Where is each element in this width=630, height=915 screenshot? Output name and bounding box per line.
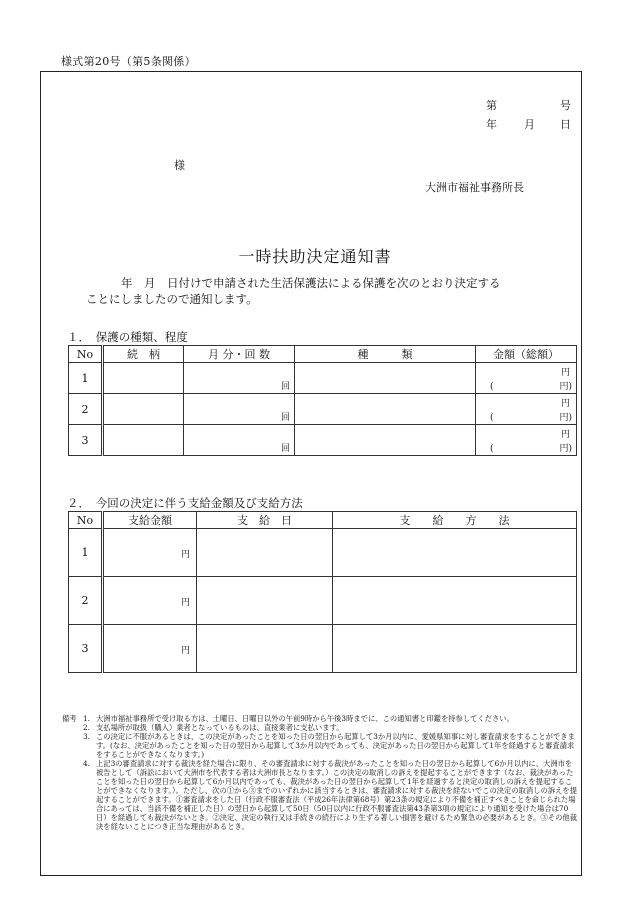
payment-date-cell <box>197 529 333 577</box>
yen-total-unit: 円) <box>559 382 572 392</box>
document-title: 一時扶助決定通知書 <box>238 247 392 266</box>
month-count-cell <box>184 363 295 394</box>
payment-method-cell <box>333 577 577 625</box>
relation-cell <box>103 394 184 425</box>
payment-method-cell <box>333 625 577 673</box>
document-number-suffix: 号 <box>560 99 571 112</box>
notes-block <box>62 714 577 831</box>
note-text: 支払場所が取扱（購入）業者となっているものは、直接業者に支払います。 <box>96 723 344 732</box>
note-item <box>62 723 577 732</box>
date-day-label: 日 <box>560 118 571 131</box>
column-header-amount: 支給金額 <box>103 512 197 529</box>
yen-unit: 円 <box>180 646 190 656</box>
relation-cell <box>103 425 184 456</box>
body-text-line-2: ことにしましたので通知します。 <box>86 292 258 306</box>
table-row <box>69 577 577 625</box>
column-header-payment-date: 支 給 日 <box>197 512 333 529</box>
yen-unit: 円 <box>560 430 570 440</box>
note-text: 大洲市福祉事務所で受け取る方は、土曜日、日曜日以外の午前9時から午後3時までに、この通知書と印鑑を持参してください。 <box>96 714 514 723</box>
body-text-line-1: 年 月 日付けで申請された生活保護法による保護を次のとおり決定する <box>121 276 501 290</box>
section1-heading: １． 保護の種類、程度 <box>67 330 188 344</box>
document-number-label: 第 <box>486 99 497 112</box>
month-count-cell <box>184 394 295 425</box>
payment-method-cell <box>333 529 577 577</box>
note-text: この決定に不服があるときは、この決定があったことを知った日の翌日から起算して3か月以内に、愛媛県知事に対し審査請求をすることができます。(なお、決定があったことを知った日の翌日から起算して3か月以内であっても、決定があった日の翌日から起算して1年を経過すると審査請求をすることができなくなります。) <box>96 732 575 759</box>
table-header-row <box>69 512 577 529</box>
column-header-amount: 金額（総額） <box>476 346 577 363</box>
table-row <box>69 394 577 425</box>
note-item <box>62 714 577 723</box>
note-item <box>62 759 577 831</box>
type-cell <box>295 394 476 425</box>
column-header-payment-method: 支 給 方 法 <box>333 512 577 529</box>
paren-open: ( <box>490 413 494 423</box>
note-number: 3. <box>83 732 90 741</box>
recipient-suffix: 様 <box>174 159 185 172</box>
issuer-name: 大洲市福祉事務所長 <box>425 181 524 194</box>
amount-cell <box>476 394 577 425</box>
yen-unit: 円 <box>180 550 190 560</box>
payment-date-cell <box>197 577 333 625</box>
row-number: 2 <box>69 394 103 425</box>
column-header-no: No <box>69 346 103 363</box>
note-item <box>62 732 577 759</box>
row-number: 2 <box>69 577 103 625</box>
note-number: 4. <box>83 759 90 768</box>
column-header-month-count: 月 分・回 数 <box>184 346 295 363</box>
table-row <box>69 625 577 673</box>
yen-unit: 円 <box>560 399 570 409</box>
table-row <box>69 425 577 456</box>
row-number: 3 <box>69 425 103 456</box>
amount-cell <box>476 425 577 456</box>
amount-cell <box>103 529 197 577</box>
row-number: 1 <box>69 363 103 394</box>
count-unit: 回 <box>280 413 290 423</box>
note-number: 1. <box>83 714 90 723</box>
paren-open: ( <box>490 444 494 454</box>
table-header-row <box>69 346 577 363</box>
yen-unit: 円 <box>560 368 570 378</box>
note-text: 上記3の審査請求に対する裁決を経た場合に限り、その審査請求に対する裁決があったことを知った日の翌日から起算して6か月以内に、大洲市を被告として（訴訟において大洲市を代表する者は大洲市長となります。）この決定の取消しの訴えを提起することができます（なお、裁決があったことを知った日の翌日から起算して6か月以内であっても、裁決があった日の翌日から起算して1年を経過すると決定の取消しの訴えを提起することができなくなります。）。ただし、次の①から③までのいずれかに該当するときは、審査請求に対する裁決を経ないでこの決定の取消しの訴えを提起することができます。①審査請求をした日（行政不服審査法（平成26年法律第68号）第23条の規定により不備を補正すべきことを命じられた場合にあっては、当該不備を補正した日）の翌日から起算して50日（50日以内に行政不服審査法第43条第3項の規定により通知を受けた場合は70日）を経過しても裁決がないとき。②決定、決定の執行又は手続きの続行により生ずる著しい損害を避けるため緊急の必要があるとき。③その他裁決を経ないことにつき正当な理由があるとき。 <box>96 759 578 831</box>
protection-table <box>68 345 577 456</box>
column-header-no: No <box>69 512 103 529</box>
yen-total-unit: 円) <box>559 444 572 454</box>
row-number: 1 <box>69 529 103 577</box>
note-number: 2. <box>83 723 90 732</box>
amount-cell <box>476 363 577 394</box>
table-row <box>69 529 577 577</box>
date-year-label: 年 <box>486 118 497 131</box>
amount-cell <box>103 625 197 673</box>
type-cell <box>295 363 476 394</box>
amount-cell <box>103 577 197 625</box>
type-cell <box>295 425 476 456</box>
date-month-label: 月 <box>524 118 535 131</box>
column-header-type: 種 類 <box>295 346 476 363</box>
count-unit: 回 <box>280 444 290 454</box>
notes-label: 備考 <box>62 714 77 723</box>
form-number-label: 様式第20号（第5条関係） <box>61 55 196 68</box>
column-header-relation: 続 柄 <box>103 346 184 363</box>
row-number: 3 <box>69 625 103 673</box>
payment-date-cell <box>197 625 333 673</box>
yen-unit: 円 <box>180 598 190 608</box>
paren-open: ( <box>490 382 494 392</box>
month-count-cell <box>184 425 295 456</box>
relation-cell <box>103 363 184 394</box>
yen-total-unit: 円) <box>559 413 572 423</box>
table-row <box>69 363 577 394</box>
section2-heading: ２． 今回の決定に伴う支給金額及び支給方法 <box>67 496 303 510</box>
count-unit: 回 <box>280 382 290 392</box>
payment-table <box>68 511 577 673</box>
